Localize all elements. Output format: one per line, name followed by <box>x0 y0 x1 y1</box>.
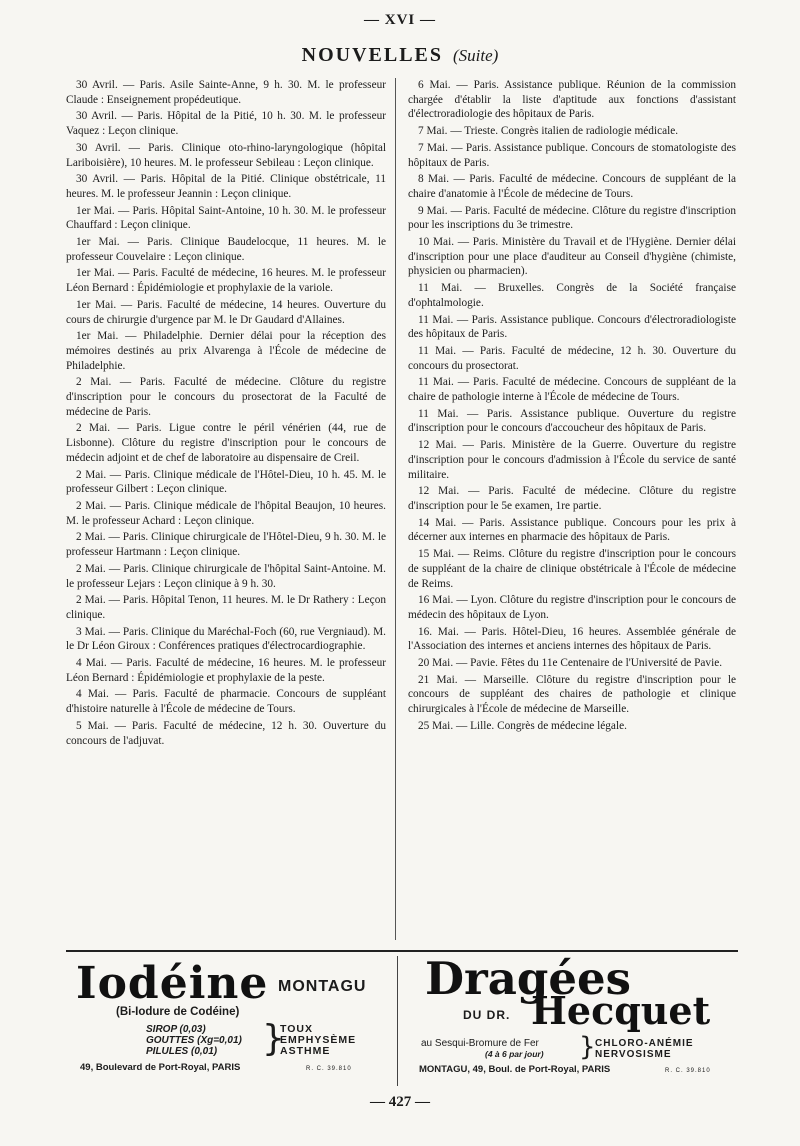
news-item: 4 Mai. — Paris. Faculté de médecine, 16 heures. M. le professeur Léon Bernard : Épidémiologie et prophylaxie de la peste. <box>66 657 386 684</box>
news-item: 5 Mai. — Paris. Faculté de médecine, 12 h. 30. Ouverture du concours de l'adjuvat. <box>66 719 386 747</box>
news-item: 16 Mai. — Lyon. Clôture du registre d'inscription pour le concours de médecin des hôpitaux de Lyon. <box>408 594 736 621</box>
left-column <box>66 78 386 750</box>
advert-indication: ASTHME <box>280 1045 331 1057</box>
section-heading <box>0 44 800 67</box>
advert-dragees-du-dr: DU DR. <box>463 1008 511 1022</box>
news-item: 11 Mai. — Paris. Assistance publique. Ouverture du registre d'inscription pour le concours d'accoucheur des hôpitaux de Paris. <box>408 407 736 435</box>
advert-dragees-dose: (4 à 6 par jour) <box>485 1049 544 1059</box>
advert-dragees-indications <box>595 1038 694 1060</box>
section-title: NOUVELLES <box>301 44 444 66</box>
advert-iodeine-indications <box>280 1024 356 1057</box>
advert-iodeine <box>66 958 391 1082</box>
advert-iodeine-rc: R. C. 39.810 <box>306 1066 352 1072</box>
news-item: 11 Mai. — Paris. Faculté de médecine. Concours de suppléant de la chaire de pathologie interne à l'École de médecine de Tours. <box>408 376 736 404</box>
news-item: 30 Avril. — Paris. Hôpital de la Pitié. Clinique obstétricale, 11 heures. M. le professeur Jeannin : Leçon clinique. <box>66 173 386 200</box>
news-item: 8 Mai. — Paris. Faculté de médecine. Concours de suppléant de la chaire d'anatomie à l'École de médecine de Tours. <box>408 173 736 200</box>
news-item: 21 Mai. — Marseille. Clôture du registre d'inscription pour le concours de suppléant des chaires de pathologie et clinique chirurgicales à l'École de médecine de Marseille. <box>408 673 736 716</box>
news-item: 11 Mai. — Paris. Assistance publique. Concours d'électroradiologiste des hôpitaux de Paris. <box>408 313 736 341</box>
news-item: 1er Mai. — Paris. Clinique Baudelocque, 11 heures. M. le professeur Couvelaire : Leçon clinique. <box>66 236 386 263</box>
advert-form: SIROP (0,03) <box>146 1024 206 1035</box>
news-item: 3 Mai. — Paris. Clinique du Maréchal-Foch (60, rue Vergniaud). M. le Dr Léon Giroux : Conférences pratiques d'électrocardiographie. <box>66 625 386 653</box>
news-item: 2 Mai. — Paris. Ligue contre le péril vénérien (44, rue de Lisbonne). Clôture du registre d'inscription pour le concours de médecin adjoint et de chef de laboratoire au dispensaire de Creil. <box>66 422 386 464</box>
news-item: 12 Mai. — Paris. Faculté de médecine. Clôture du registre d'inscription pour le 5e examen, 1re partie. <box>408 485 736 512</box>
news-item: 2 Mai. — Paris. Clinique chirurgicale de l'Hôtel-Dieu, 9 h. 30. M. le professeur Hartmann : Leçon clinique. <box>66 531 386 559</box>
page-number: — 427 — <box>370 1094 430 1110</box>
advert-iodeine-brand: MONTAGU <box>278 978 367 995</box>
news-item: 1er Mai. — Paris. Hôpital Saint-Antoine, 10 h. 30. M. le professeur Chauffard : Leçon clinique. <box>66 204 386 232</box>
news-item: 2 Mai. — Paris. Hôpital Tenon, 11 heures. M. le Dr Rathery : Leçon clinique. <box>66 594 386 621</box>
news-item: 1er Mai. — Paris. Faculté de médecine, 16 heures. M. le professeur Léon Bernard : Épidémiologie et prophylaxie de la variole. <box>66 267 386 295</box>
news-item: 15 Mai. — Reims. Clôture du registre d'inscription pour le concours de suppléant de la chaire de clinique obstétricale à l'École de médecine de Reims. <box>408 548 736 590</box>
advert-iodeine-address: 49, Boulevard de Port-Royal, PARIS <box>80 1062 241 1073</box>
advert-dragees <box>403 952 740 1084</box>
brace-icon: } <box>579 1032 596 1062</box>
column-divider <box>395 78 396 940</box>
advert-dragees-address: MONTAGU, 49, Boul. de Port-Royal, PARIS <box>419 1064 611 1075</box>
news-item: 4 Mai. — Paris. Faculté de pharmacie. Concours de suppléant d'histoire naturelle à l'École de médecine de Tours. <box>66 688 386 716</box>
advert-indication: CHLORO-ANÉMIE <box>595 1038 694 1049</box>
news-item: 30 Avril. — Paris. Asile Sainte-Anne, 9 h. 30. M. le professeur Claude : Enseignement propédeutique. <box>66 79 386 106</box>
advert-iodeine-title: Iodéine <box>76 958 269 1009</box>
news-item: 7 Mai. — Trieste. Congrès italien de radiologie médicale. <box>418 125 679 138</box>
news-item: 2 Mai. — Paris. Faculté de médecine. Clôture du registre d'inscription pour le concours du prosectorat de la Faculté de médecine de Paris. <box>66 376 386 418</box>
news-item: 9 Mai. — Paris. Faculté de médecine. Clôture du registre d'inscription pour les inscriptions du 3e trimestre. <box>408 204 736 232</box>
advert-form: GOUTTES (Xg=0,01) <box>146 1035 242 1046</box>
news-item: 6 Mai. — Paris. Assistance publique. Réunion de la commission chargée d'établir la liste d'aptitude aux fonctions d'assistant d'électroradiologie des hôpitaux de Paris. <box>408 79 736 121</box>
news-item: 30 Avril. — Paris. Clinique oto-rhino-laryngologique (hôpital Lariboisière), 10 heures. M. le professeur Sebileau : Leçon clinique. <box>66 141 386 169</box>
news-item: 2 Mai. — Paris. Clinique médicale de l'Hôtel-Dieu, 10 h. 45. M. le professeur Gilbert : Leçon clinique. <box>66 468 386 496</box>
news-item: 14 Mai. — Paris. Assistance publique. Concours pour les prix à décerner aux internes en pharmacie des hôpitaux de Paris. <box>408 516 736 544</box>
advert-dragees-rc: R. C. 39.810 <box>665 1068 711 1074</box>
advert-iodeine-subtitle: (Bi-Iodure de Codéine) <box>116 1006 240 1018</box>
advert-dragees-composition: au Sesqui-Bromure de Fer <box>421 1038 539 1049</box>
news-item: 11 Mai. — Bruxelles. Congrès de la Société française d'ophtalmologie. <box>408 282 736 309</box>
news-item: 2 Mai. — Paris. Clinique médicale de l'hôpital Beaujon, 10 heures. M. le professeur Achard : Leçon clinique. <box>66 499 386 527</box>
news-item: 7 Mai. — Paris. Assistance publique. Concours de stomatologiste des hôpitaux de Paris. <box>408 141 736 169</box>
news-item: 1er Mai. — Paris. Faculté de médecine, 14 heures. Ouverture du cours de chirurgie d'urgence par M. le Dr Gaudard d'Allaines. <box>66 298 386 326</box>
advert-dragees-name: Hecquet <box>531 988 711 1033</box>
news-item: 30 Avril. — Paris. Hôpital de la Pitié, 10 h. 30. M. le professeur Vaquez : Leçon clinique. <box>66 110 386 138</box>
news-item: 10 Mai. — Paris. Ministère du Travail et de l'Hygiène. Dernier délai d'inscription pour une place d'auditeur au Conseil d'hygiène (chimiste, physicien ou pharmacien). <box>408 236 736 278</box>
advert-column-divider <box>397 956 398 1086</box>
advert-form: PILULES (0,01) <box>146 1046 218 1057</box>
section-title-suffix: (Suite) <box>453 46 499 65</box>
news-item: 20 Mai. — Pavie. Fêtes du 11e Centenaire de l'Université de Pavie. <box>418 657 723 670</box>
news-item: 11 Mai. — Paris. Faculté de médecine, 12 h. 30. Ouverture du concours du prosectorat. <box>408 344 736 372</box>
news-item: 1er Mai. — Philadelphie. Dernier délai pour la réception des mémoires destinés au prix Alvarenga à l'École de médecine de Philadelphie. <box>66 330 386 372</box>
advert-dragees-title: Dragées <box>425 952 631 1005</box>
advert-indication: NERVOSISME <box>595 1049 672 1060</box>
brace-icon: } <box>262 1018 285 1059</box>
news-item: 12 Mai. — Paris. Ministère de la Guerre. Ouverture du registre d'inscription pour le concours d'admission à l'École du service de santé militaire. <box>408 439 736 481</box>
right-column <box>408 78 736 736</box>
advert-iodeine-forms <box>146 1024 242 1057</box>
advert-indication: EMPHYSÈME <box>280 1034 357 1046</box>
news-item: 2 Mai. — Paris. Clinique chirurgicale de l'hôpital Saint-Antoine. M. le professeur Lejars : Leçon clinique à 9 h. 30. <box>66 562 386 590</box>
advert-indication: TOUX <box>280 1023 313 1035</box>
page-roman-numeral: — XVI — <box>363 12 436 28</box>
news-item: 25 Mai. — Lille. Congrès de médecine légale. <box>418 719 627 732</box>
news-item: 16. Mai. — Paris. Hôtel-Dieu, 16 heures. Assemblée générale de l'Association des internes et anciens internes des hôpitaux de Paris. <box>408 625 736 653</box>
